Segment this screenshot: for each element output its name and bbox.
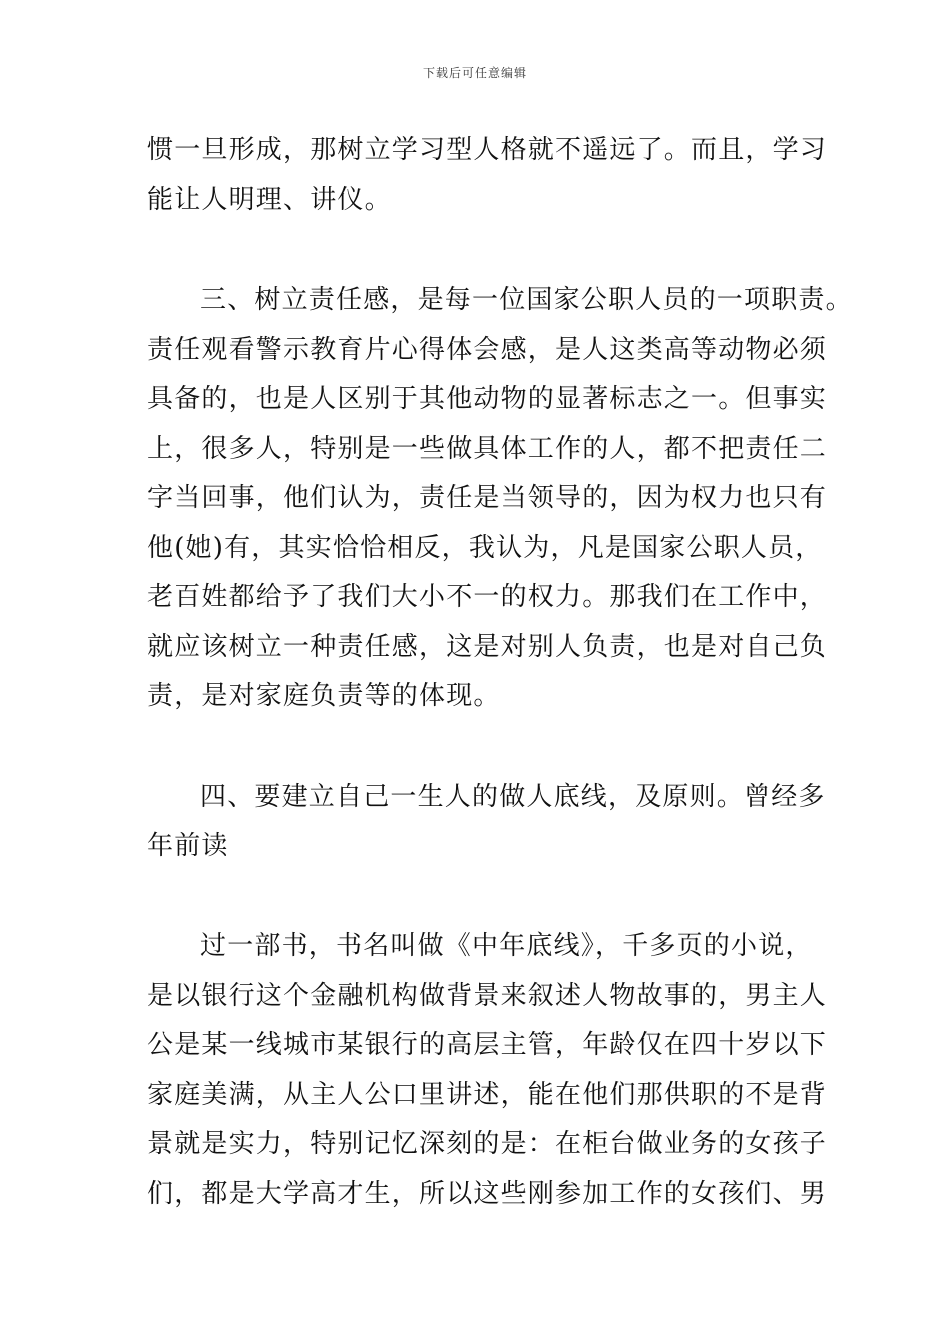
text-line: 老百姓都给予了我们大小不一的权力。那我们在工作中，	[147, 582, 828, 612]
text-line: 字当回事，他们认为，责任是当领导的，因为权力也只有	[147, 483, 828, 513]
text-line: 具备的，也是人区别于其他动物的显著标志之一。但事实	[147, 384, 828, 414]
text-line: 公是某一线城市某银行的高层主管，年龄仅在四十岁以下	[147, 1030, 828, 1060]
text-line: 惯一旦形成，那树立学习型人格就不遥远了。而且，学习	[147, 135, 828, 165]
text-line: 就应该树立一种责任感，这是对别人负责，也是对自己负	[147, 632, 828, 662]
text-line: 家庭美满，从主人公口里讲述，能在他们那供职的不是背	[147, 1080, 828, 1110]
text-line: 过一部书，书名叫做《中年底线》，千多页的小说，	[200, 931, 813, 961]
text-line: 年前读	[147, 831, 229, 861]
text-line: 景就是实力，特别记忆深刻的是：在柜台做业务的女孩子	[147, 1129, 828, 1159]
text-line: 四、要建立自己一生人的做人底线，及原则。曾经多	[200, 782, 826, 812]
text-line: 是以银行这个金融机构做背景来叙述人物故事的，男主人	[147, 981, 828, 1011]
text-line: 责，是对家庭负责等的体现。	[147, 681, 501, 711]
page-header: 下载后可任意编辑	[422, 66, 527, 80]
text-line: 们，都是大学高才生，所以这些刚参加工作的女孩们、男	[147, 1179, 828, 1209]
text-line: 能让人明理、讲仪。	[147, 185, 392, 215]
text-line: 他(她)有，其实恰恰相反，我认为，凡是国家公职人员，	[147, 533, 823, 563]
text-line: 责任观看警示教育片心得体会感，是人这类高等动物必须	[147, 335, 828, 365]
text-line: 三、树立责任感，是每一位国家公职人员的一项职责。	[200, 285, 853, 315]
text-line: 上，很多人，特别是一些做具体工作的人，都不把责任二	[147, 434, 828, 464]
